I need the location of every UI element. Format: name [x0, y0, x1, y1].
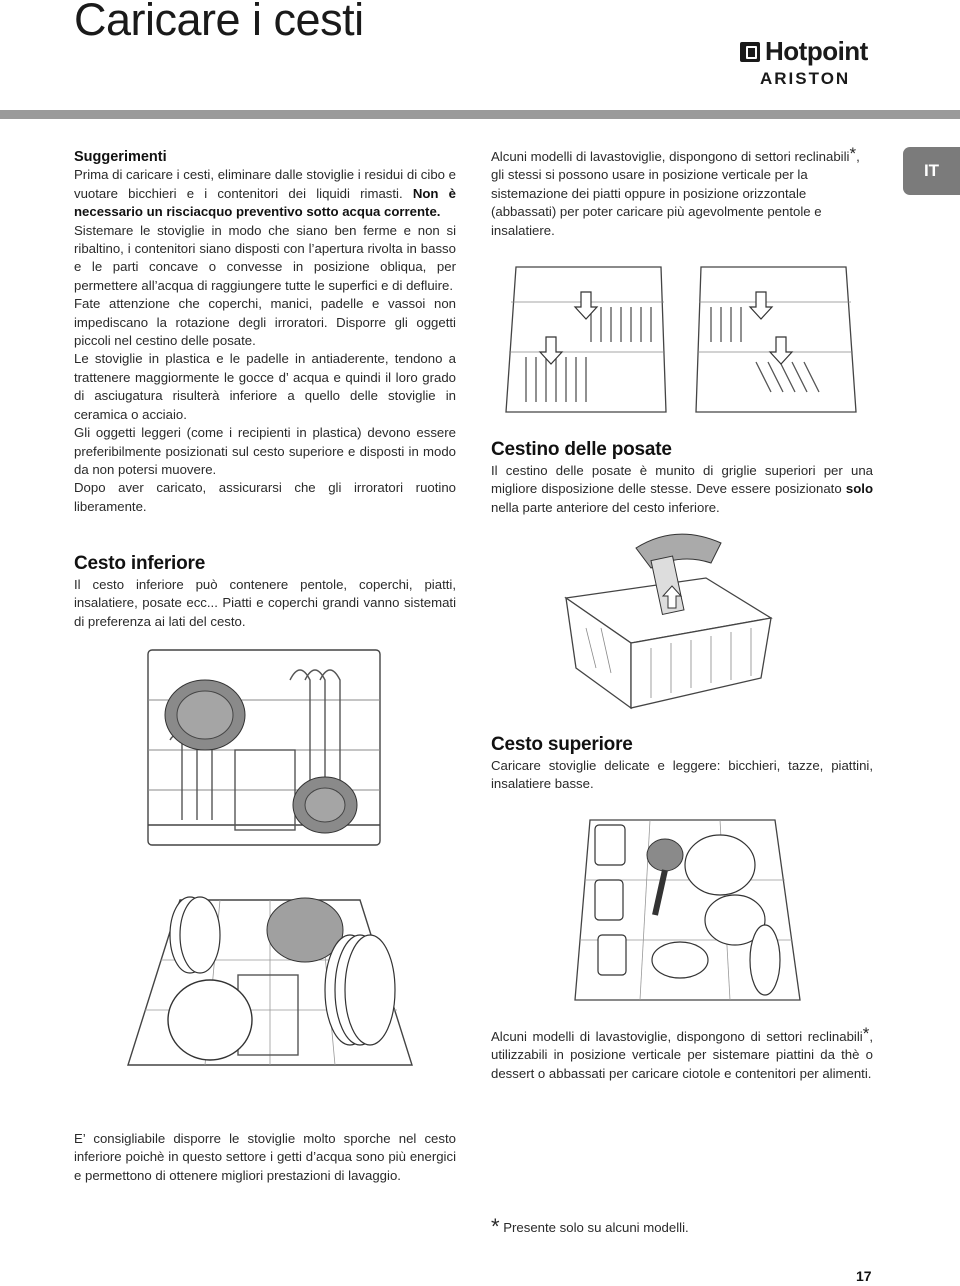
suggerimenti-p5: Gli oggetti leggeri (come i recipienti in plastica) devono essere preferibilmente posizionati sul cesto superiore e disposti in modo da non potersi muovere.	[74, 425, 456, 477]
brand-logo	[740, 36, 880, 96]
brand-bottom: ARISTON	[760, 69, 851, 88]
reclining-sectors-illustration	[496, 262, 866, 422]
language-tab: IT	[903, 147, 960, 195]
reclinabili-bottom-section	[491, 1025, 873, 1083]
asterisk: *	[862, 1024, 870, 1043]
cesto-inferiore-heading: Cesto inferiore	[74, 553, 206, 574]
footnote-asterisk: *	[491, 1214, 500, 1239]
asterisk: *	[849, 144, 857, 163]
footnote-body: Presente solo su alcuni modelli.	[499, 1220, 689, 1235]
p1-bold-text: Non è necessario un risciacquo preventivo sotto acqua corrente.	[74, 185, 456, 220]
reclinabili-bottom-text-a: Alcuni modelli di lavastoviglie, dispongono di settori reclinabili	[491, 1029, 863, 1044]
hotpoint-logo-icon	[740, 42, 760, 62]
reclinabili-top-text-a: Alcuni modelli di lavastoviglie, dispongono di settori reclinabili	[491, 149, 850, 164]
lower-basket-top-illustration	[120, 880, 420, 1075]
footnote	[491, 1214, 873, 1239]
cestino-posate-bold: solo	[845, 481, 873, 497]
footnote-text	[491, 1214, 873, 1239]
suggerimenti-p2: Sistemare le stoviglie in modo che siano ben ferme e non si ribaltino, i contenitori siano disposti con l’apertura rivolta in basso e le parti concave o convesse in posizione obliqua, per permettere all’acqua di raggiungere tutte le superfici e di defluire.	[74, 222, 456, 293]
reclinabili-top-section	[491, 145, 873, 240]
p1-text: Prima di caricare i cesti, eliminare dalle stoviglie i residui di cibo e vuotare bicchieri e i contenitori dei liquidi rimasti.	[74, 167, 456, 201]
reclinabili-top-text-b: , gli stessi si possono usare in posizione verticale per la sistemazione dei piatti oppure in posizione orizzontale (abbassati) per poter caricare più agevolmente pentole e insalatiere.	[491, 149, 860, 238]
reclinabili-bottom-text	[491, 1025, 873, 1083]
reclinabili-top-text	[491, 145, 873, 240]
upper-basket-illustration	[570, 810, 810, 1010]
header-divider	[0, 110, 960, 119]
cutlery-basket-illustration	[556, 528, 781, 713]
suggerimenti-heading: Suggerimenti	[74, 149, 167, 165]
brand-top: Hotpoint	[765, 36, 868, 66]
note-heavy-soil	[74, 1130, 456, 1185]
suggerimenti-section	[74, 148, 456, 516]
cesto-inferiore-text: Il cesto inferiore può contenere pentole, coperchi, piatti, insalatiere, posate ecc... Piatti e coperchi grandi vanno sistemati di preferenza ai lati del cesto.	[74, 577, 456, 629]
cesto-superiore-section	[491, 733, 873, 794]
page-title: Caricare i cesti	[74, 0, 364, 45]
cesto-superiore-heading: Cesto superiore	[491, 734, 633, 755]
cesto-superiore-text: Caricare stoviglie delicate e leggere: bicchieri, tazze, piattini, insalatiere basse.	[491, 758, 873, 792]
lower-basket-side-illustration	[140, 640, 390, 855]
reclinabili-bottom-text-b: , utilizzabili in posizione verticale per sistemare piattini da thè o dessert o abbassati per caricare ciotole e contenitori per alimenti.	[491, 1029, 873, 1081]
cestino-posate-text-a: Il cestino delle posate è munito di griglie superiori per una migliore disposizione delle stesse. Deve essere posizionato	[491, 463, 873, 497]
page-number: 17	[856, 1268, 872, 1284]
note-heavy-soil-text: E’ consigliabile disporre le stoviglie molto sporche nel cesto inferiore poichè in questo settore i getti d’acqua sono più energici e permettono di ottenere migliori prestazioni di lavaggio.	[74, 1131, 456, 1183]
suggerimenti-p6: Dopo aver caricato, assicurarsi che gli irroratori ruotino liberamente.	[74, 480, 456, 514]
cestino-posate-heading: Cestino delle posate	[491, 439, 672, 460]
cesto-inferiore-section	[74, 552, 456, 631]
cestino-posate-text	[491, 462, 873, 517]
suggerimenti-p4: Le stoviglie in plastica e le padelle in antiaderente, tendono a trattenere maggiormente le gocce d’ acqua e quindi il loro grado di asciugatura risulterà inferiore a quello delle stoviglie in ceramica o acciaio.	[74, 351, 456, 422]
suggerimenti-p1	[74, 166, 456, 221]
suggerimenti-p3: Fate attenzione che coperchi, manici, padelle e vassoi non impediscano la rotazione degli irroratori. Disporre gli oggetti piccoli nel cestino delle posate.	[74, 296, 456, 349]
cestino-posate-text-b: nella parte anteriore del cesto inferiore.	[491, 499, 720, 515]
cestino-posate-section	[491, 438, 873, 517]
